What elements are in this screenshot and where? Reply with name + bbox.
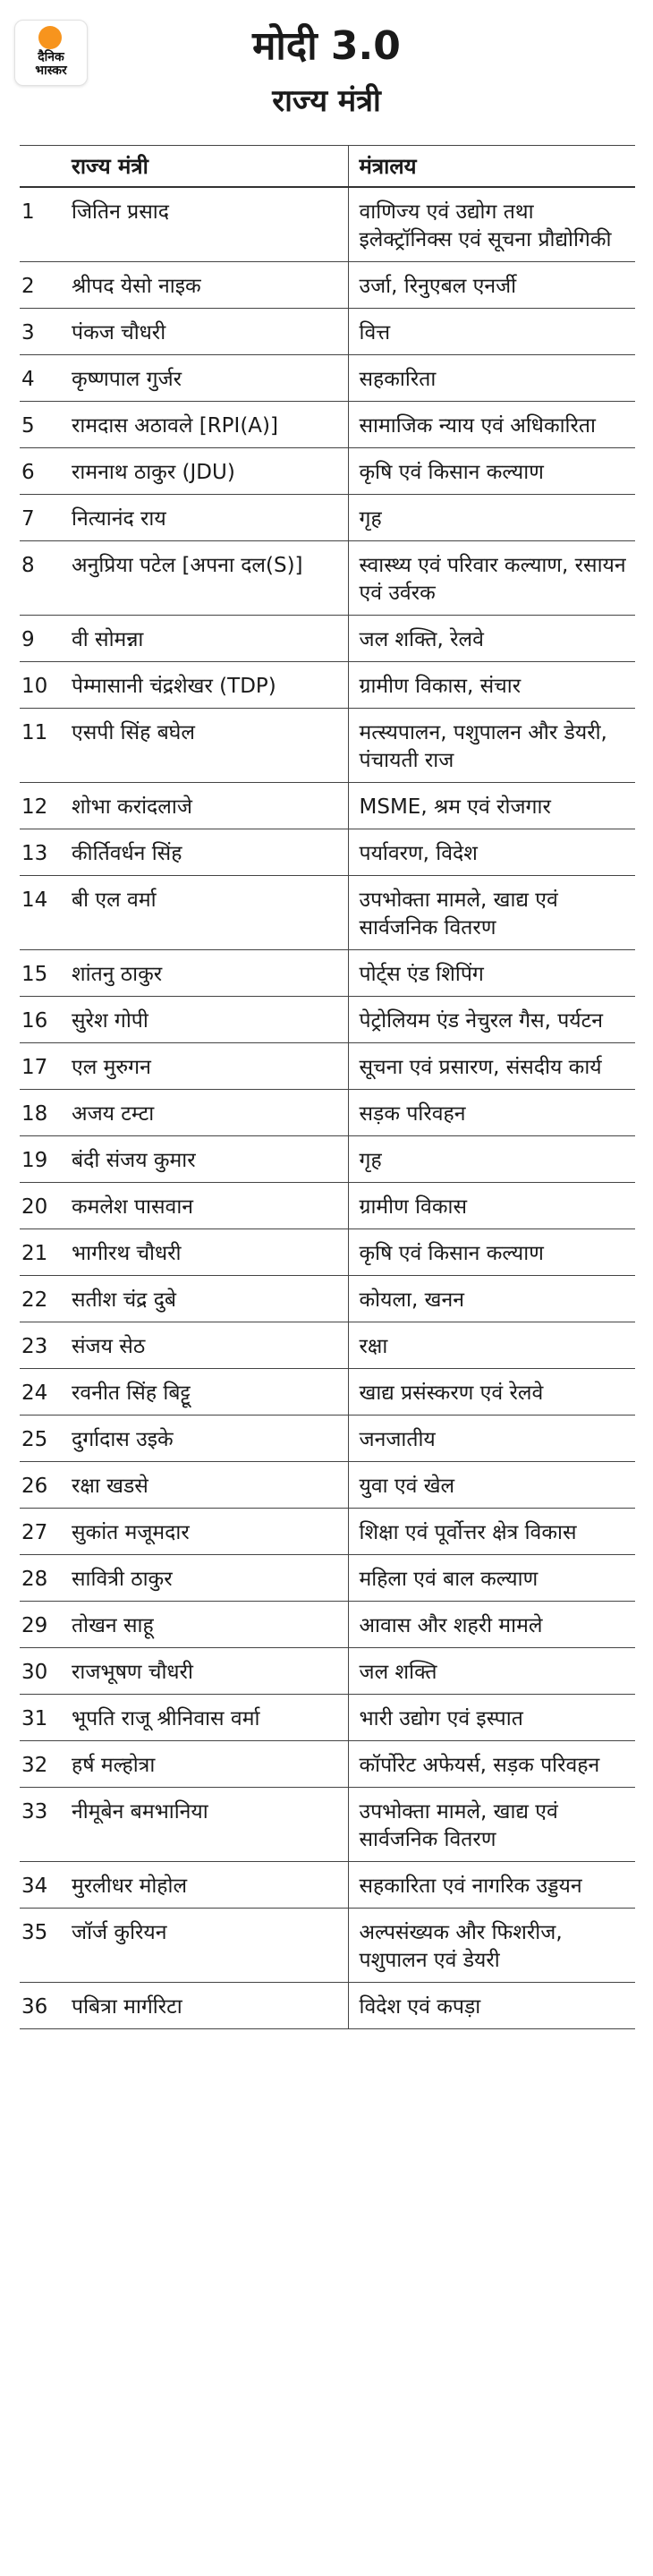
table-row: [20, 1462, 635, 1509]
ministry-name: भारी उद्योग एवं इस्पात: [348, 1695, 635, 1741]
row-number: 23: [20, 1322, 64, 1369]
ministry-name: जनजातीय: [348, 1416, 635, 1462]
ministry-name: सामाजिक न्याय एवं अधिकारिता: [348, 402, 635, 448]
ministry-name: स्वास्थ्य एवं परिवार कल्याण, रसायन एवं उर्वरक: [348, 541, 635, 616]
ministry-name: गृह: [348, 1136, 635, 1183]
minister-name: अनुप्रिया पटेल [अपना दल(S)]: [64, 541, 348, 616]
ministry-name: विदेश एवं कपड़ा: [348, 1983, 635, 2029]
minister-name: पंकज चौधरी: [64, 309, 348, 355]
ministry-name: रक्षा: [348, 1322, 635, 1369]
row-number: 18: [20, 1090, 64, 1136]
header-minister: राज्य मंत्री: [64, 146, 348, 188]
ministry-name: कृषि एवं किसान कल्याण: [348, 1229, 635, 1276]
page-subtitle: राज्य मंत्री: [272, 83, 381, 119]
minister-name: बी एल वर्मा: [64, 876, 348, 950]
table-row: [20, 1648, 635, 1695]
ministry-name: कॉर्पोरेट अफेयर्स, सड़क परिवहन: [348, 1741, 635, 1788]
row-number: 7: [20, 495, 64, 541]
minister-name: हर्ष मल्होत्रा: [64, 1741, 348, 1788]
ministry-name: जल शक्ति, रेलवे: [348, 616, 635, 662]
header-ministry: मंत्रालय: [348, 146, 635, 188]
row-number: 10: [20, 662, 64, 709]
ministry-name: उपभोक्ता मामले, खाद्य एवं सार्वजनिक वितरण: [348, 876, 635, 950]
minister-name: तोखन साहू: [64, 1602, 348, 1648]
ministry-name: सहकारिता: [348, 355, 635, 402]
ministry-name: ग्रामीण विकास, संचार: [348, 662, 635, 709]
ministry-name: महिला एवं बाल कल्याण: [348, 1555, 635, 1602]
ministry-name: आवास और शहरी मामले: [348, 1602, 635, 1648]
table-row: [20, 402, 635, 448]
row-number: 24: [20, 1369, 64, 1416]
minister-name: जितिन प्रसाद: [64, 187, 348, 262]
minister-name: रामनाथ ठाकुर (JDU): [64, 448, 348, 495]
minister-name: पबित्रा मार्गरिटा: [64, 1983, 348, 2029]
ministry-name: ग्रामीण विकास: [348, 1183, 635, 1229]
row-number: 33: [20, 1788, 64, 1862]
table-row: [20, 1788, 635, 1862]
minister-name: शांतनु ठाकुर: [64, 950, 348, 997]
minister-name: शोभा करांदलाजे: [64, 783, 348, 829]
minister-name: कृष्णपाल गुर्जर: [64, 355, 348, 402]
logo-text-line1: दैनिक: [38, 50, 64, 64]
logo-text-line2: भास्कर: [35, 64, 67, 78]
row-number: 14: [20, 876, 64, 950]
row-number: 8: [20, 541, 64, 616]
minister-name: मुरलीधर मोहोल: [64, 1862, 348, 1909]
row-number: 20: [20, 1183, 64, 1229]
table-row: [20, 1862, 635, 1909]
table-row: [20, 950, 635, 997]
ministry-name: पर्यावरण, विदेश: [348, 829, 635, 876]
row-number: 21: [20, 1229, 64, 1276]
ministry-name: MSME, श्रम एवं रोजगार: [348, 783, 635, 829]
table-row: [20, 876, 635, 950]
table-row: [20, 495, 635, 541]
row-number: 22: [20, 1276, 64, 1322]
ministers-table: [20, 145, 635, 2029]
row-number: 26: [20, 1462, 64, 1509]
ministry-name: सड़क परिवहन: [348, 1090, 635, 1136]
row-number: 5: [20, 402, 64, 448]
ministry-name: सूचना एवं प्रसारण, संसदीय कार्य: [348, 1043, 635, 1090]
minister-name: सतीश चंद्र दुबे: [64, 1276, 348, 1322]
ministry-name: अल्पसंख्यक और फिशरीज, पशुपालन एवं डेयरी: [348, 1909, 635, 1983]
minister-name: सुकांत मजूमदार: [64, 1509, 348, 1555]
row-number: 36: [20, 1983, 64, 2029]
table-row: [20, 448, 635, 495]
page-title: मोदी 3.0: [252, 23, 401, 69]
row-number: 11: [20, 709, 64, 783]
table-row: [20, 1322, 635, 1369]
ministry-name: शिक्षा एवं पूर्वोत्तर क्षेत्र विकास: [348, 1509, 635, 1555]
table-row: [20, 1276, 635, 1322]
row-number: 35: [20, 1909, 64, 1983]
minister-name: दुर्गादास उइके: [64, 1416, 348, 1462]
ministry-name: गृह: [348, 495, 635, 541]
table-row: [20, 1741, 635, 1788]
row-number: 25: [20, 1416, 64, 1462]
minister-name: कीर्तिवर्धन सिंह: [64, 829, 348, 876]
row-number: 29: [20, 1602, 64, 1648]
ministry-name: वित्त: [348, 309, 635, 355]
minister-name: वी सोमन्ना: [64, 616, 348, 662]
minister-name: बंदी संजय कुमार: [64, 1136, 348, 1183]
table-row: [20, 262, 635, 309]
table-row: [20, 1695, 635, 1741]
table-row: [20, 1983, 635, 2029]
table-row: [20, 1602, 635, 1648]
ministry-name: उपभोक्ता मामले, खाद्य एवं सार्वजनिक वितरण: [348, 1788, 635, 1862]
table-row: [20, 1136, 635, 1183]
row-number: 13: [20, 829, 64, 876]
ministry-name: मत्स्यपालन, पशुपालन और डेयरी, पंचायती राज: [348, 709, 635, 783]
ministry-name: खाद्य प्रसंस्करण एवं रेलवे: [348, 1369, 635, 1416]
minister-name: भागीरथ चौधरी: [64, 1229, 348, 1276]
table-row: [20, 997, 635, 1043]
table-row: [20, 1416, 635, 1462]
table-row: [20, 709, 635, 783]
minister-name: नीमूबेन बमभानिया: [64, 1788, 348, 1862]
table-header-row: [20, 146, 635, 188]
table-row: [20, 1090, 635, 1136]
row-number: 28: [20, 1555, 64, 1602]
ministry-name: सहकारिता एवं नागरिक उड्डयन: [348, 1862, 635, 1909]
header-number: [20, 146, 64, 188]
header: [0, 0, 653, 143]
minister-name: रामदास अठावले [RPI(A)]: [64, 402, 348, 448]
row-number: 3: [20, 309, 64, 355]
table-row: [20, 187, 635, 262]
minister-name: श्रीपद येसो नाइक: [64, 262, 348, 309]
row-number: 27: [20, 1509, 64, 1555]
row-number: 15: [20, 950, 64, 997]
ministry-name: जल शक्ति: [348, 1648, 635, 1695]
row-number: 30: [20, 1648, 64, 1695]
minister-name: अजय टम्टा: [64, 1090, 348, 1136]
ministry-name: युवा एवं खेल: [348, 1462, 635, 1509]
minister-name: जॉर्ज कुरियन: [64, 1909, 348, 1983]
minister-name: एसपी सिंह बघेल: [64, 709, 348, 783]
table-row: [20, 662, 635, 709]
minister-name: रवनीत सिंह बिट्टू: [64, 1369, 348, 1416]
row-number: 32: [20, 1741, 64, 1788]
minister-name: एल मुरुगन: [64, 1043, 348, 1090]
minister-name: सावित्री ठाकुर: [64, 1555, 348, 1602]
minister-name: नित्यानंद राय: [64, 495, 348, 541]
table-row: [20, 541, 635, 616]
row-number: 19: [20, 1136, 64, 1183]
ministry-name: उर्जा, रिनुएबल एनर्जी: [348, 262, 635, 309]
minister-name: कमलेश पासवान: [64, 1183, 348, 1229]
minister-name: रक्षा खडसे: [64, 1462, 348, 1509]
ministry-name: वाणिज्य एवं उद्योग तथा इलेक्ट्रॉनिक्स एवं सूचना प्रौद्योगिकी: [348, 187, 635, 262]
table-row: [20, 1909, 635, 1983]
table-row: [20, 1043, 635, 1090]
table-row: [20, 1369, 635, 1416]
table-row: [20, 355, 635, 402]
table-row: [20, 829, 635, 876]
row-number: 34: [20, 1862, 64, 1909]
table-row: [20, 1229, 635, 1276]
table-row: [20, 616, 635, 662]
row-number: 1: [20, 187, 64, 262]
row-number: 2: [20, 262, 64, 309]
ministry-name: पोर्ट्स एंड शिपिंग: [348, 950, 635, 997]
table-row: [20, 309, 635, 355]
row-number: 31: [20, 1695, 64, 1741]
row-number: 16: [20, 997, 64, 1043]
minister-name: पेम्मासानी चंद्रशेखर (TDP): [64, 662, 348, 709]
minister-name: भूपति राजू श्रीनिवास वर्मा: [64, 1695, 348, 1741]
table-row: [20, 783, 635, 829]
minister-name: सुरेश गोपी: [64, 997, 348, 1043]
ministry-name: पेट्रोलियम एंड नेचुरल गैस, पर्यटन: [348, 997, 635, 1043]
row-number: 6: [20, 448, 64, 495]
row-number: 9: [20, 616, 64, 662]
table-row: [20, 1509, 635, 1555]
table-row: [20, 1183, 635, 1229]
table-row: [20, 1555, 635, 1602]
minister-name: राजभूषण चौधरी: [64, 1648, 348, 1695]
ministry-name: कोयला, खनन: [348, 1276, 635, 1322]
row-number: 17: [20, 1043, 64, 1090]
row-number: 4: [20, 355, 64, 402]
ministry-name: कृषि एवं किसान कल्याण: [348, 448, 635, 495]
minister-name: संजय सेठ: [64, 1322, 348, 1369]
row-number: 12: [20, 783, 64, 829]
